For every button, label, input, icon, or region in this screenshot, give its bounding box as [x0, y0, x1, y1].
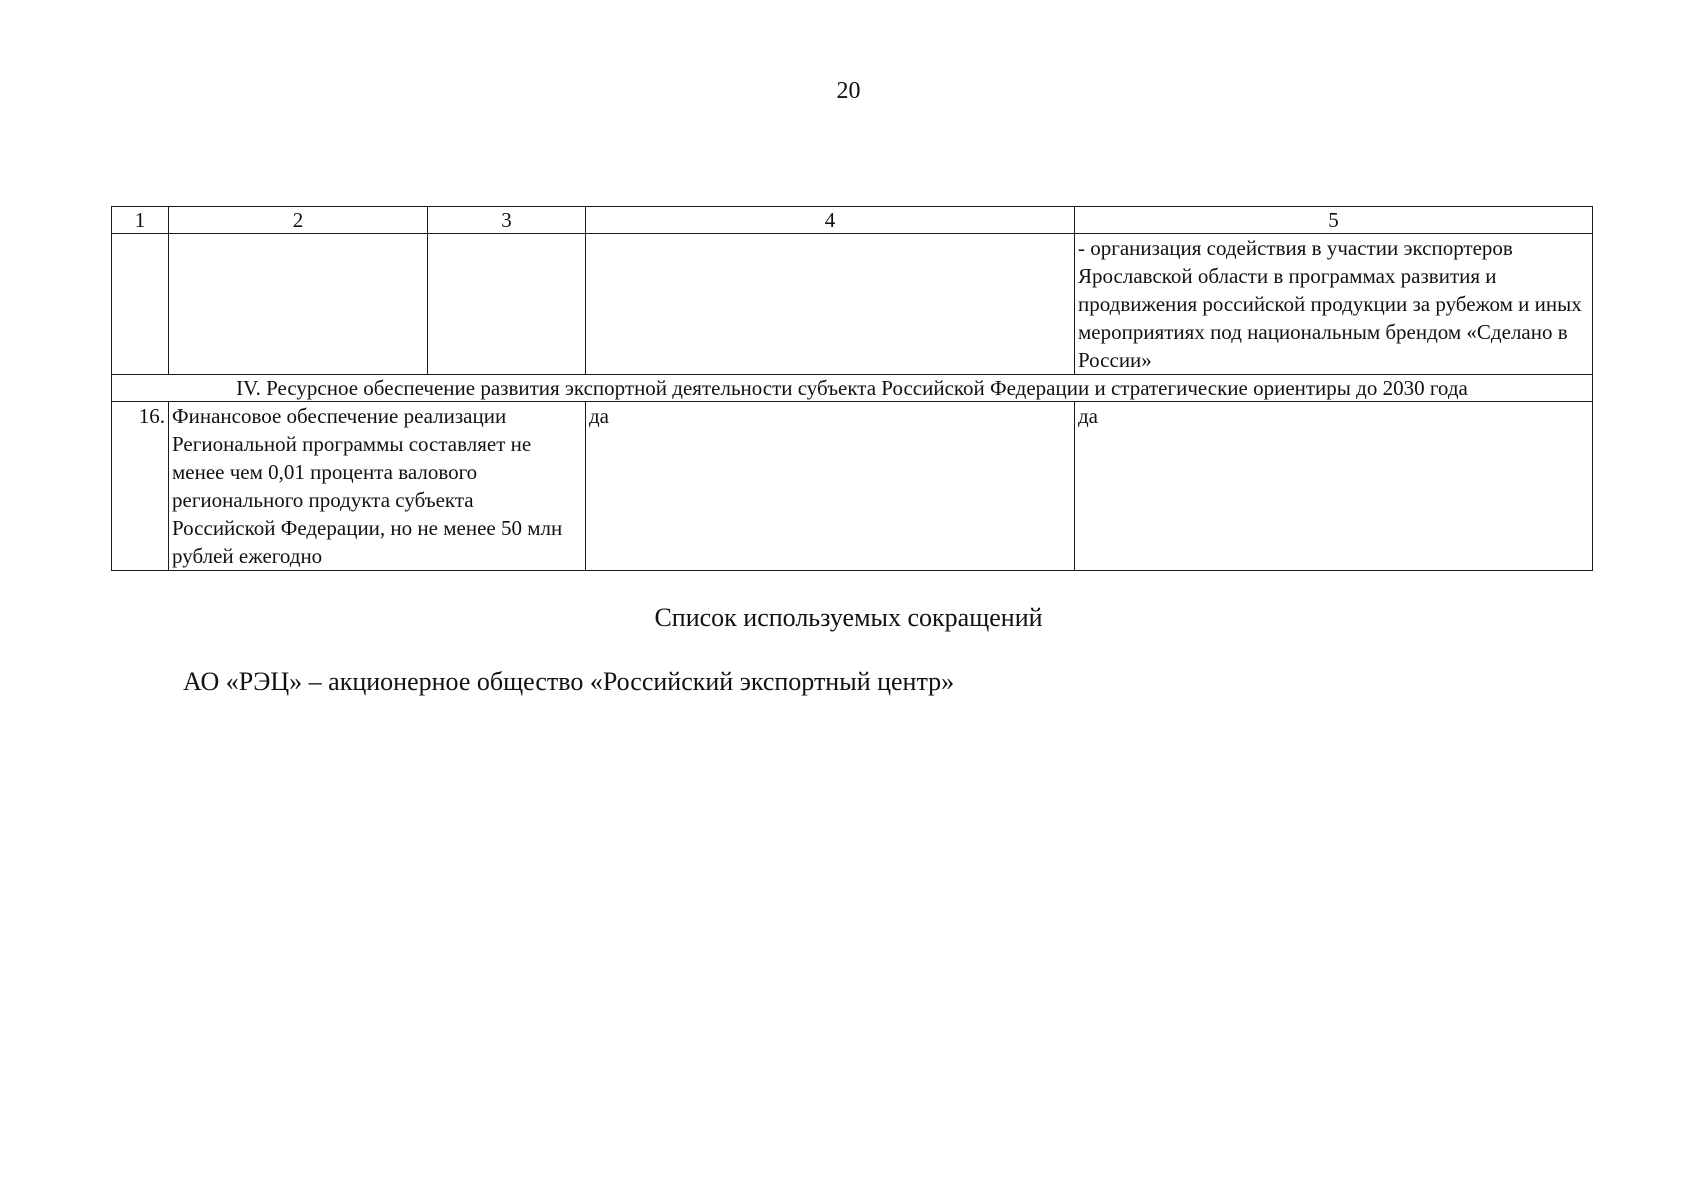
- abbreviations-title: Список используемых сокращений: [654, 603, 1043, 632]
- row-number: 16.: [112, 402, 169, 571]
- header-cell: 4: [586, 207, 1075, 234]
- table-cell-col4: да: [586, 402, 1075, 571]
- page-number: 20: [836, 78, 861, 104]
- table-cell-col5: - организация содействия в участии экспортеров Ярославской области в программах развития и продвижения российской продукции за рубежом и иных мероприятиях под национальным брендом «Сделано в России»: [1075, 234, 1593, 375]
- table-row: [112, 234, 1593, 375]
- header-cell: 3: [428, 207, 586, 234]
- table-header-row: [112, 207, 1593, 234]
- criteria-table: [111, 206, 1593, 571]
- criterion-text: Финансовое обеспечение реализации Региональной программы составляет не менее чем 0,01 процента валового регионального продукта субъекта Российской Федерации, но не менее 50 млн рублей ежегодно: [169, 402, 586, 571]
- table-cell-col5: да: [1075, 402, 1593, 571]
- table-cell-empty: [428, 234, 586, 375]
- table-cell-empty: [586, 234, 1075, 375]
- section-heading: IV. Ресурсное обеспечение развития экспортной деятельности субъекта Российской Федерации и стратегические ориентиры до 2030 года: [112, 375, 1593, 402]
- header-cell: 5: [1075, 207, 1593, 234]
- table-row: [112, 402, 1593, 571]
- header-cell: 2: [169, 207, 428, 234]
- abbreviation-item: АО «РЭЦ» – акционерное общество «Российский экспортный центр»: [183, 667, 955, 696]
- section-row: [112, 375, 1593, 402]
- table-cell-empty: [112, 234, 169, 375]
- header-cell: 1: [112, 207, 169, 234]
- table-cell-empty: [169, 234, 428, 375]
